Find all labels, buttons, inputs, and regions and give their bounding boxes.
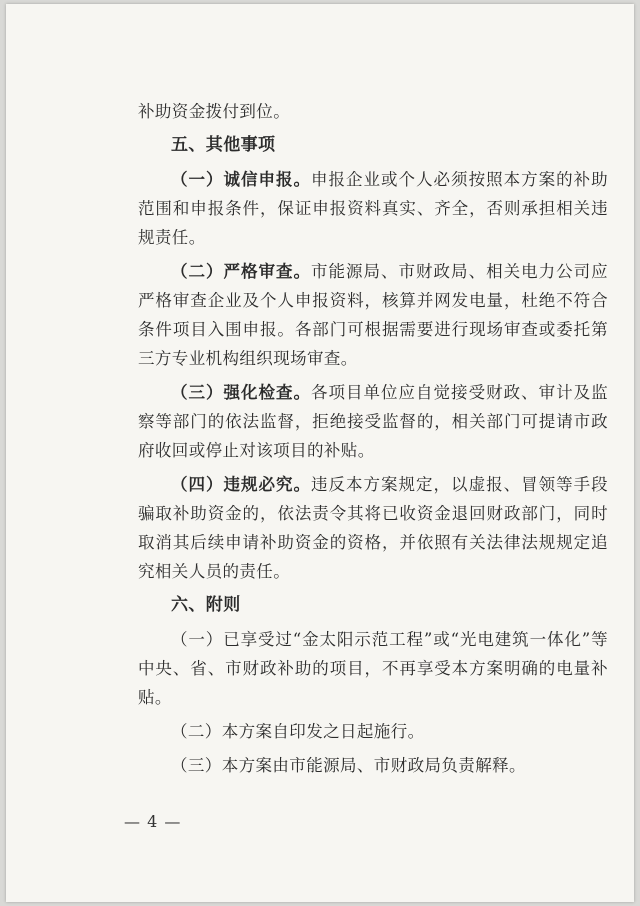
page-number: — 4 — [124,812,182,831]
paragraph-continuation: 补助资金拨付到位。 [138,102,291,121]
paragraph-5-1 [138,165,608,252]
paragraph-6-2: （二）本方案自印发之日起施行。 [171,722,425,741]
item-text: 申报企业或个人必须按照本方案的补助范围和申报条件，保证申报资料真实、齐全，否则承担相关违规责任。 [138,170,608,247]
paragraph-5-3 [138,378,608,465]
item-text: 各项目单位应自觉接受财政、审计及监察等部门的依法监督，拒绝接受监督的，相关部门可提请市政府收回或停止对该项目的补贴。 [138,383,608,460]
paragraph-5-4 [138,470,608,586]
section-heading-5: 五、其他事项 [171,135,276,155]
item-text: 市能源局、市财政局、相关电力公司应严格审查企业及个人申报资料，核算并网发电量，杜绝不符合条件项目入围申报。各部门可根据需要进行现场审查或委托第三方专业机构组织现场审查。 [138,262,608,368]
item-label: （三）强化检查。 [171,383,312,402]
item-label: （一）诚信申报。 [171,170,312,189]
paragraph-6-3: （三）本方案由市能源局、市财政局负责解释。 [171,756,526,775]
paragraph-5-2 [138,257,608,373]
item-label: （四）违规必究。 [171,475,312,494]
document-page [6,4,634,902]
paragraph-6-1: （一）已享受过“金太阳示范工程”或“光电建筑一体化”等中央、省、市财政补助的项目，不再享受本方案明确的电量补贴。 [138,630,608,707]
section-heading-6: 六、附则 [171,595,241,615]
document-body [138,97,608,785]
item-label: （二）严格审查。 [171,262,312,281]
item-text: 违反本方案规定，以虚报、冒领等手段骗取补助资金的，依法责令其将已收资金退回财政部门，同时取消其后续申请补助资金的资格，并依照有关法律法规规定追究相关人员的责任。 [138,475,608,581]
